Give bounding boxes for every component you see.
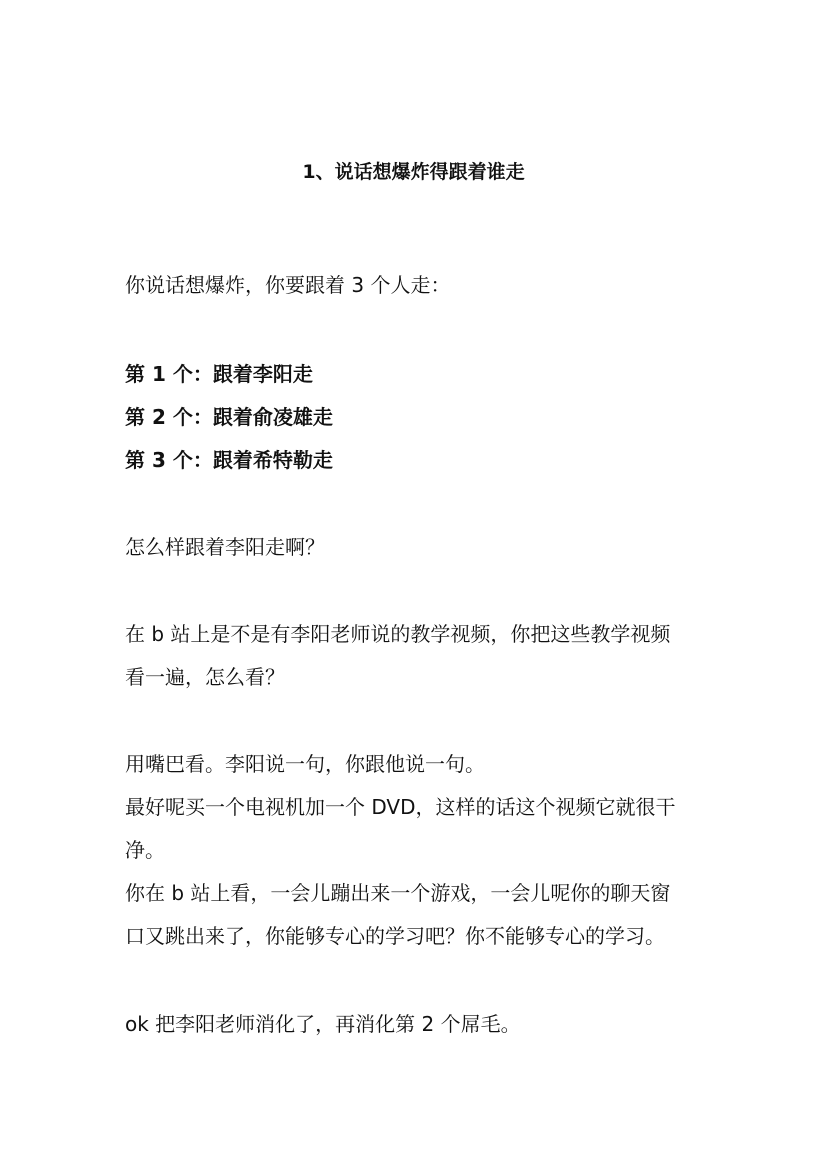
paragraph-2-line-4: 你在 b 站上看，一会儿蹦出来一个游戏，一会儿呢你的聊天窗 xyxy=(125,881,671,905)
closing-text: ok 把李阳老师消化了，再消化第 2 个屌毛。 xyxy=(125,1012,521,1036)
paragraph-2-line-1: 用嘴巴看。李阳说一句，你跟他说一句。 xyxy=(125,752,485,776)
step-3: 第 3 个：跟着希特勒走 xyxy=(125,448,333,472)
intro-text: 你说话想爆炸，你要跟着 3 个人走： xyxy=(125,273,451,297)
paragraph-2-line-2: 最好呢买一个电视机加一个 DVD，这样的话这个视频它就很干 xyxy=(125,795,676,819)
paragraph-2-line-5: 口又跳出来了，你能够专心的学习吧？你不能够专心的学习。 xyxy=(125,924,665,948)
document-title: 1、说话想爆炸得跟着谁走 xyxy=(302,161,525,183)
step-1: 第 1 个：跟着李阳走 xyxy=(125,362,313,386)
question-text: 怎么样跟着李阳走啊？ xyxy=(125,535,325,559)
paragraph-2-line-3: 净。 xyxy=(125,838,165,862)
step-2: 第 2 个：跟着俞凌雄走 xyxy=(125,405,333,429)
paragraph-1-line-2: 看一遍，怎么看？ xyxy=(125,665,285,689)
paragraph-1-line-1: 在 b 站上是不是有李阳老师说的教学视频，你把这些教学视频 xyxy=(125,622,671,646)
